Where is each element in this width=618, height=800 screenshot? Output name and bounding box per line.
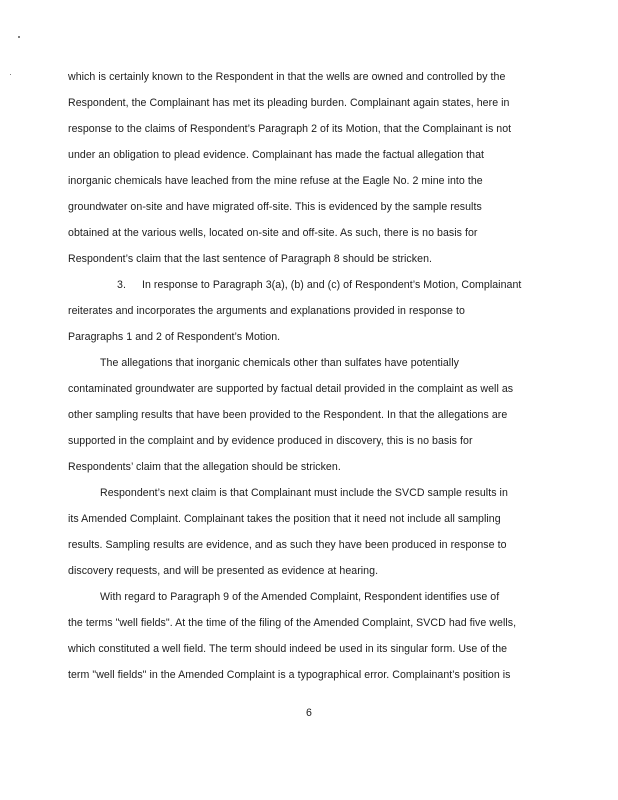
text-line: term "well fields" in the Amended Complaint is a typographical error. Complainant’s position is xyxy=(68,669,511,681)
body-text xyxy=(68,64,546,688)
text-line: other sampling results that have been provided to the Respondent. In that the allegations are xyxy=(68,409,508,421)
text-line: Respondent’s claim that the last sentence of Paragraph 8 should be stricken. xyxy=(68,253,433,265)
paragraph-3-first-line xyxy=(68,272,546,298)
text-line: Paragraphs 1 and 2 of Respondent’s Motion. xyxy=(68,331,281,343)
text-line: Respondents’ claim that the allegation should be stricken. xyxy=(68,461,341,473)
paragraph-3-lead-text: In response to Paragraph 3(a), (b) and (c) of Respondent’s Motion, Complainant xyxy=(142,279,522,291)
scan-speck xyxy=(18,36,20,38)
paragraph-6-first-line xyxy=(68,584,546,610)
text-line: inorganic chemicals have leached from the mine refuse at the Eagle No. 2 mine into the xyxy=(68,175,483,187)
text-line: groundwater on-site and have migrated off-site. This is evidenced by the sample results xyxy=(68,201,482,213)
text-line: which constituted a well field. The term should indeed be used in its singular form. Use of the xyxy=(68,643,508,655)
text-line: results. Sampling results are evidence, and as such they have been produced in response to xyxy=(68,539,507,551)
scan-speck xyxy=(10,74,11,75)
text-line: contaminated groundwater are supported by factual detail provided in the complaint as well as xyxy=(68,383,514,395)
text-line: the terms "well fields". At the time of the filing of the Amended Complaint, SVCD had five wells, xyxy=(68,617,517,629)
text-line: discovery requests, and will be presented as evidence at hearing. xyxy=(68,565,379,577)
paragraph-4-lead-text: The allegations that inorganic chemicals other than sulfates have potentially xyxy=(100,357,459,369)
paragraph-6-lead-text: With regard to Paragraph 9 of the Amended Complaint, Respondent identifies use of xyxy=(100,591,500,603)
text-line: supported in the complaint and by evidence produced in discovery, this is no basis for xyxy=(68,435,473,447)
paragraph-number: 3. xyxy=(117,279,126,291)
text-line: reiterates and incorporates the arguments and explanations provided in response to xyxy=(68,305,465,317)
paragraph-4-first-line xyxy=(68,350,546,376)
text-line: which is certainly known to the Respondent in that the wells are owned and controlled by the xyxy=(68,71,506,83)
text-line: obtained at the various wells, located on-site and off-site. As such, there is no basis for xyxy=(68,227,478,239)
text-line: Respondent, the Complainant has met its pleading burden. Complainant again states, here in xyxy=(68,97,510,109)
paragraph-5-lead-text: Respondent’s next claim is that Complainant must include the SVCD sample results in xyxy=(100,487,508,499)
text-line: under an obligation to plead evidence. Complainant has made the factual allegation that xyxy=(68,149,485,161)
paragraph-5-first-line xyxy=(68,480,546,506)
text-line: response to the claims of Respondent’s Paragraph 2 of its Motion, that the Complainant is not xyxy=(68,123,512,135)
text-line: its Amended Complaint. Complainant takes the position that it need not include all sampling xyxy=(68,513,501,525)
page-number: 6 xyxy=(306,707,312,719)
